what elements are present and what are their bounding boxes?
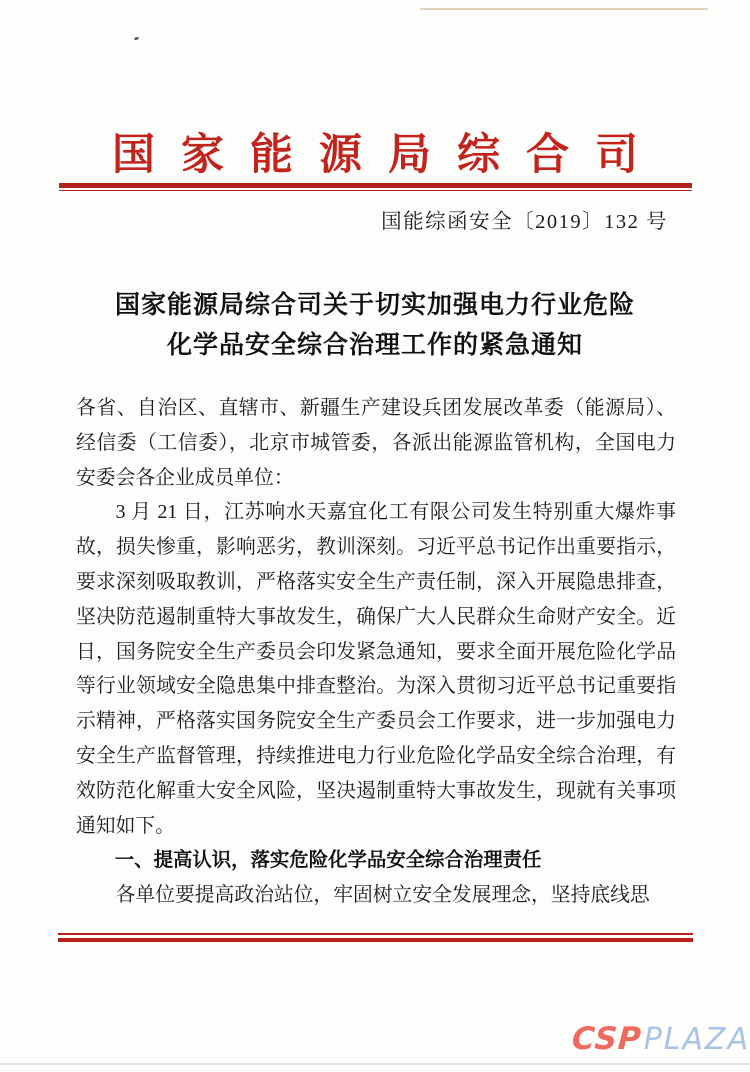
scan-speck [134,36,140,41]
salutation: 各省、自治区、直辖市、新疆生产建设兵团发展改革委（能源局）、经信委（工信委），北京市城管委，各派出能源监管机构，全国电力安委会各企业成员单位： [76,397,676,489]
watermark-plaza-logo: PLAZA [643,1022,750,1057]
paragraph-requirements: 各单位要提高政治站位，牢固树立安全发展理念，坚持底线思 [115,884,650,907]
paragraph-incident: 3 月 21 日，江苏响水天嘉宜化工有限公司发生特别重大爆炸事故，损失惨重，影响恶劣，教训深刻。习近平总书记作出重要指示，要求深刻吸取教训，严格落实安全生产责任制，深入开展隐患排查，坚决防范遏制重特大事故发生，确保广大人民群众生命财产安全。近日，国务院安全生产委员会印发紧急通知，要求全面开展危险化学品等行业领域安全隐患集中排查整治。为深入贯彻习近平总书记重要指示精神，严格落实国务院安全生产委员会工作要求，进一步加强电力安全生产监督管理，持续推进电力行业危险化学品安全综合治理，有效防范化解重大安全风险，坚决遏制重特大事故发生，现就有关事项通知如下。 [76,501,676,837]
watermark-csp-logo: CSP [570,1021,643,1057]
section-1-heading: 一、提高认识，落实危险化学品安全综合治理责任 [114,849,542,872]
scan-artifact-line [420,8,708,10]
notice-body [76,391,676,913]
scan-bottom-edge [0,1063,750,1065]
notice-title-line-2: 化学品安全综合治理工作的紧急通知 [166,332,583,359]
notice-title [0,286,750,366]
footer-red-rule [58,933,693,942]
footer-rule-thick-line [58,938,693,943]
header-rule-thin-line [59,190,692,192]
letterhead-title: 国家能源局综合司 [112,132,664,179]
notice-title-line-1: 国家能源局综合司关于切实加强电力行业危险 [114,292,635,319]
cspplaza-watermark [572,1021,750,1057]
header-red-rule [59,183,692,191]
document-number: 国能综函安全〔2019〕132 号 [381,211,668,233]
